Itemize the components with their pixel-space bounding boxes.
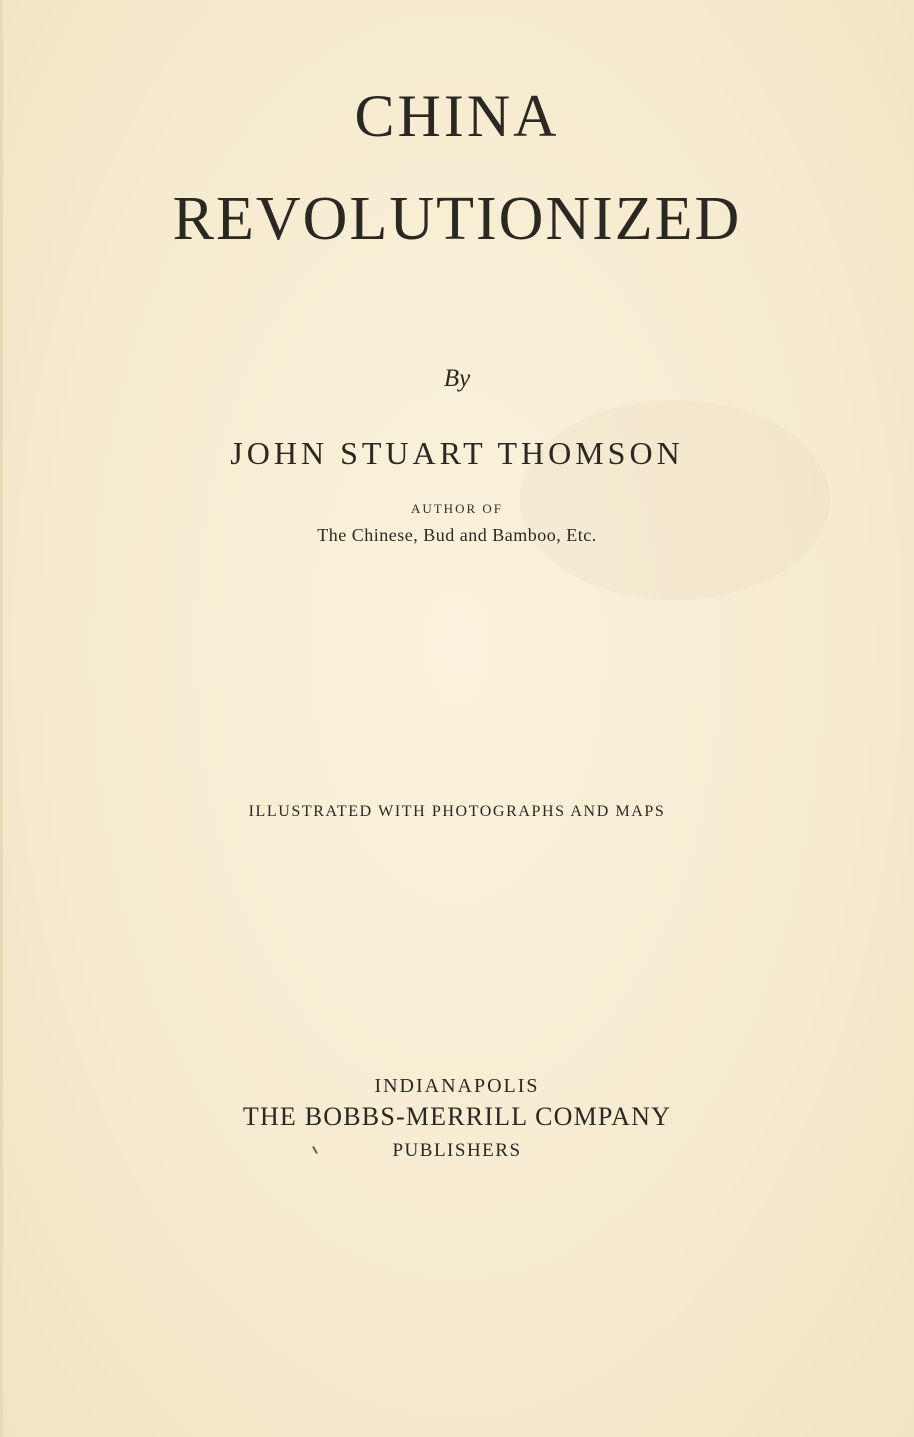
publishers-label: PUBLISHERS (392, 1140, 522, 1161)
book-title-line-2: REVOLUTIONIZED (172, 185, 742, 253)
other-works: The Chinese, Bud and Bamboo, Etc. (317, 525, 597, 545)
book-title-line-1: CHINA (354, 83, 560, 149)
byline: By (443, 365, 471, 392)
illustration-note: ILLUSTRATED WITH PHOTOGRAPHS AND MAPS (248, 803, 666, 820)
author-name: JOHN STUART THOMSON (230, 435, 684, 471)
author-of-label: AUTHOR OF (410, 501, 504, 516)
publisher-city: INDIANAPOLIS (374, 1075, 540, 1097)
paper-stain (520, 400, 830, 600)
publisher-name: THE BOBBS-MERRILL COMPANY (242, 1102, 672, 1131)
